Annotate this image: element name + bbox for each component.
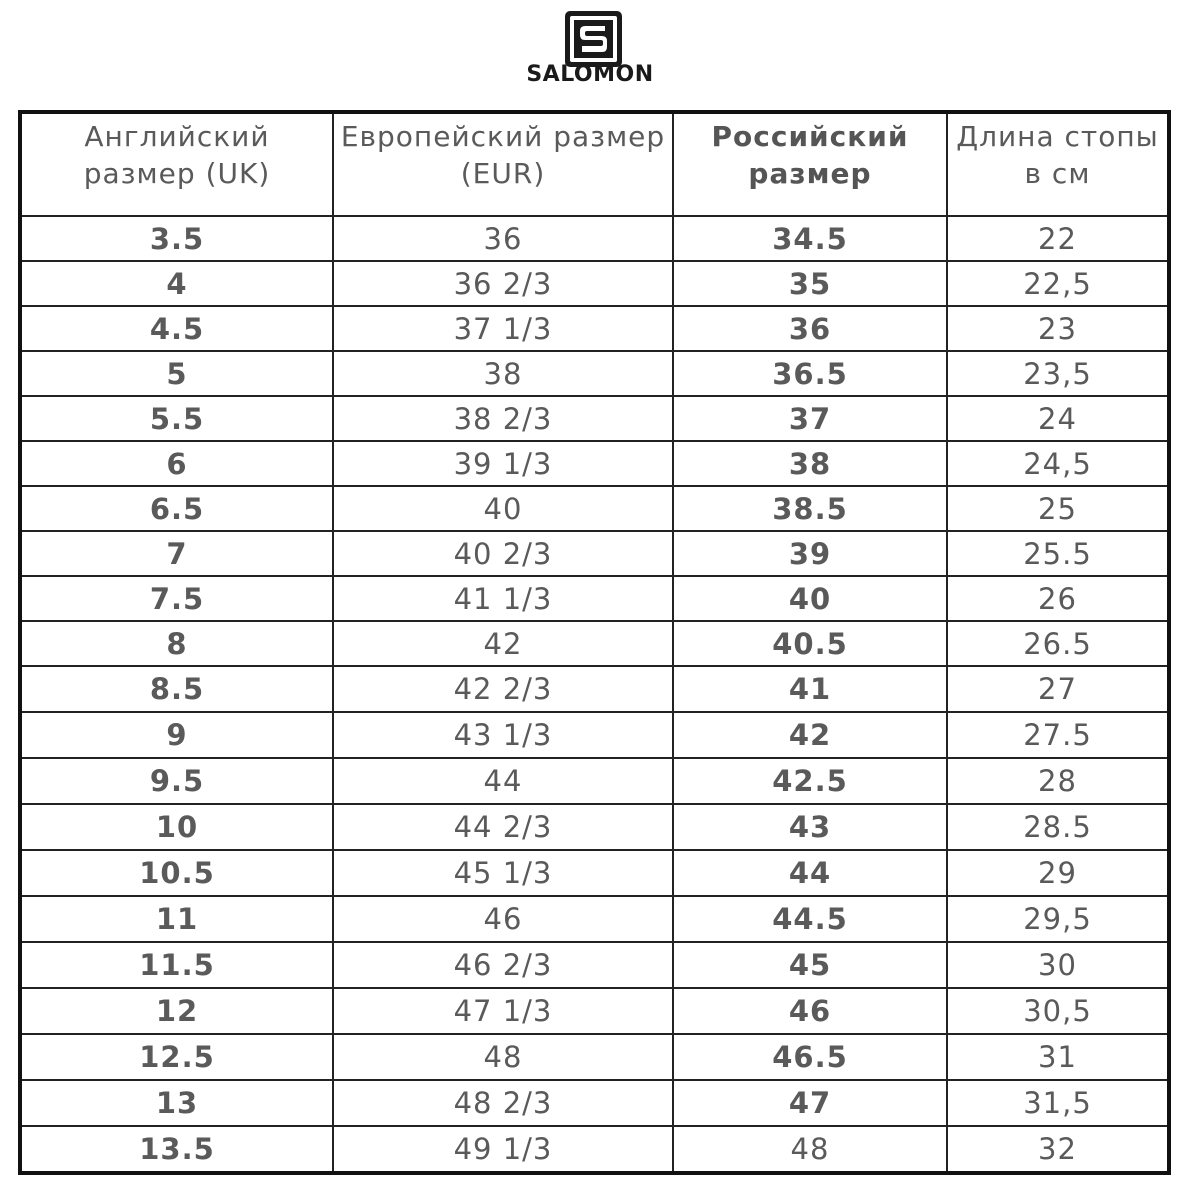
cell-eur: 36 bbox=[333, 216, 673, 261]
cell-uk: 8.5 bbox=[20, 666, 333, 712]
header-ru-line2: размер bbox=[748, 157, 872, 190]
cell-cm: 25.5 bbox=[947, 531, 1169, 576]
table-row bbox=[20, 1034, 1169, 1080]
cell-uk: 5 bbox=[20, 351, 333, 396]
cell-ru: 40.5 bbox=[673, 621, 947, 666]
cell-ru: 36.5 bbox=[673, 351, 947, 396]
table-row bbox=[20, 1080, 1169, 1126]
table-row bbox=[20, 1126, 1169, 1173]
cell-cm: 29,5 bbox=[947, 896, 1169, 942]
cell-eur: 40 2/3 bbox=[333, 531, 673, 576]
table-row bbox=[20, 988, 1169, 1034]
table-row bbox=[20, 261, 1169, 306]
cell-eur: 44 bbox=[333, 758, 673, 804]
cell-uk: 6.5 bbox=[20, 486, 333, 531]
cell-ru: 41 bbox=[673, 666, 947, 712]
table-row bbox=[20, 396, 1169, 441]
cell-eur: 37 1/3 bbox=[333, 306, 673, 351]
cell-eur: 40 bbox=[333, 486, 673, 531]
header-eur-line2: (EUR) bbox=[460, 157, 546, 190]
cell-cm: 31 bbox=[947, 1034, 1169, 1080]
cell-uk: 12.5 bbox=[20, 1034, 333, 1080]
cell-uk: 10.5 bbox=[20, 850, 333, 896]
cell-uk: 4 bbox=[20, 261, 333, 306]
cell-ru: 44 bbox=[673, 850, 947, 896]
header-eur bbox=[333, 112, 673, 216]
cell-ru: 38 bbox=[673, 441, 947, 486]
cell-uk: 13.5 bbox=[20, 1126, 333, 1173]
table-row bbox=[20, 486, 1169, 531]
cell-eur: 46 2/3 bbox=[333, 942, 673, 988]
header-ru bbox=[673, 112, 947, 216]
cell-cm: 27.5 bbox=[947, 712, 1169, 758]
cell-uk: 7.5 bbox=[20, 576, 333, 621]
cell-cm: 23 bbox=[947, 306, 1169, 351]
header-cm-line1: Длина стопы bbox=[956, 120, 1159, 153]
cell-ru: 42 bbox=[673, 712, 947, 758]
cell-eur: 47 1/3 bbox=[333, 988, 673, 1034]
header-ru-line1: Российский bbox=[711, 120, 909, 153]
header-eur-line1: Европейский размер bbox=[340, 120, 666, 153]
cell-cm: 30,5 bbox=[947, 988, 1169, 1034]
cell-cm: 28.5 bbox=[947, 804, 1169, 850]
cell-eur: 48 2/3 bbox=[333, 1080, 673, 1126]
cell-eur: 42 bbox=[333, 621, 673, 666]
table-row bbox=[20, 758, 1169, 804]
cell-eur: 38 bbox=[333, 351, 673, 396]
header-uk-line1: Английский bbox=[84, 120, 270, 153]
table-row bbox=[20, 621, 1169, 666]
cell-ru: 37 bbox=[673, 396, 947, 441]
table-row bbox=[20, 531, 1169, 576]
table-row bbox=[20, 666, 1169, 712]
cell-eur: 42 2/3 bbox=[333, 666, 673, 712]
cell-eur: 48 bbox=[333, 1034, 673, 1080]
cell-uk: 8 bbox=[20, 621, 333, 666]
cell-cm: 24 bbox=[947, 396, 1169, 441]
cell-ru: 46 bbox=[673, 988, 947, 1034]
cell-ru: 45 bbox=[673, 942, 947, 988]
cell-ru: 48 bbox=[673, 1126, 947, 1173]
cell-uk: 10 bbox=[20, 804, 333, 850]
cell-eur: 49 1/3 bbox=[333, 1126, 673, 1173]
cell-cm: 24,5 bbox=[947, 441, 1169, 486]
cell-uk: 3.5 bbox=[20, 216, 333, 261]
cell-uk: 9.5 bbox=[20, 758, 333, 804]
cell-ru: 36 bbox=[673, 306, 947, 351]
cell-eur: 45 1/3 bbox=[333, 850, 673, 896]
table-row bbox=[20, 942, 1169, 988]
header-uk bbox=[20, 112, 333, 216]
cell-ru: 35 bbox=[673, 261, 947, 306]
cell-uk: 13 bbox=[20, 1080, 333, 1126]
cell-eur: 41 1/3 bbox=[333, 576, 673, 621]
cell-ru: 39 bbox=[673, 531, 947, 576]
header-cm-line2: в см bbox=[1024, 157, 1091, 190]
table-row bbox=[20, 441, 1169, 486]
cell-ru: 47 bbox=[673, 1080, 947, 1126]
cell-eur: 39 1/3 bbox=[333, 441, 673, 486]
cell-ru: 43 bbox=[673, 804, 947, 850]
brand-wordmark: SALOMON bbox=[526, 62, 654, 87]
cell-uk: 7 bbox=[20, 531, 333, 576]
table-row bbox=[20, 216, 1169, 261]
cell-eur: 43 1/3 bbox=[333, 712, 673, 758]
table-row bbox=[20, 351, 1169, 396]
cell-cm: 26 bbox=[947, 576, 1169, 621]
cell-cm: 22,5 bbox=[947, 261, 1169, 306]
table-row bbox=[20, 850, 1169, 896]
cell-cm: 28 bbox=[947, 758, 1169, 804]
cell-cm: 30 bbox=[947, 942, 1169, 988]
table-row bbox=[20, 712, 1169, 758]
cell-ru: 46.5 bbox=[673, 1034, 947, 1080]
cell-uk: 12 bbox=[20, 988, 333, 1034]
cell-cm: 25 bbox=[947, 486, 1169, 531]
header-row bbox=[20, 112, 1169, 216]
cell-cm: 22 bbox=[947, 216, 1169, 261]
cell-eur: 44 2/3 bbox=[333, 804, 673, 850]
cell-uk: 11 bbox=[20, 896, 333, 942]
size-chart-table bbox=[18, 110, 1171, 1175]
cell-uk: 9 bbox=[20, 712, 333, 758]
cell-cm: 31,5 bbox=[947, 1080, 1169, 1126]
cell-uk: 5.5 bbox=[20, 396, 333, 441]
cell-uk: 11.5 bbox=[20, 942, 333, 988]
cell-ru: 44.5 bbox=[673, 896, 947, 942]
salomon-s-icon bbox=[565, 11, 622, 67]
cell-eur: 46 bbox=[333, 896, 673, 942]
cell-eur: 38 2/3 bbox=[333, 396, 673, 441]
table-row bbox=[20, 896, 1169, 942]
table-row bbox=[20, 306, 1169, 351]
table-row bbox=[20, 804, 1169, 850]
cell-ru: 40 bbox=[673, 576, 947, 621]
cell-cm: 27 bbox=[947, 666, 1169, 712]
table-row bbox=[20, 576, 1169, 621]
cell-cm: 23,5 bbox=[947, 351, 1169, 396]
cell-cm: 26.5 bbox=[947, 621, 1169, 666]
cell-cm: 32 bbox=[947, 1126, 1169, 1173]
cell-ru: 38.5 bbox=[673, 486, 947, 531]
cell-eur: 36 2/3 bbox=[333, 261, 673, 306]
header-uk-line2: размер (UK) bbox=[83, 157, 271, 190]
cell-uk: 6 bbox=[20, 441, 333, 486]
brand-logo bbox=[0, 0, 1180, 104]
cell-uk: 4.5 bbox=[20, 306, 333, 351]
cell-ru: 42.5 bbox=[673, 758, 947, 804]
header-cm bbox=[947, 112, 1169, 216]
cell-ru: 34.5 bbox=[673, 216, 947, 261]
cell-cm: 29 bbox=[947, 850, 1169, 896]
